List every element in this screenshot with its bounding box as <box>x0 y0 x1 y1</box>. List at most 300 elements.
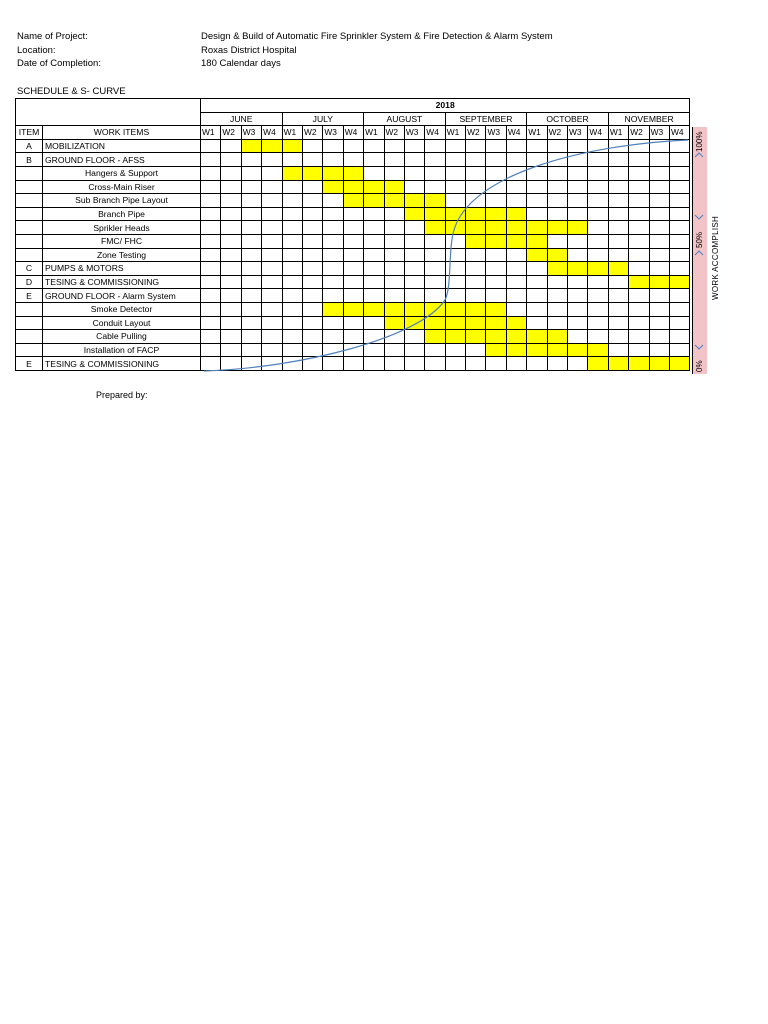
work-item-label: Branch Pipe <box>43 207 201 221</box>
schedule-cell <box>201 194 221 208</box>
schedule-cell <box>364 166 384 180</box>
schedule-cell <box>466 248 486 262</box>
schedule-bar-cell <box>506 330 526 344</box>
schedule-cell <box>547 234 567 248</box>
schedule-cell <box>486 153 506 167</box>
schedule-bar-cell <box>669 357 689 371</box>
schedule-row <box>16 302 690 316</box>
item-code <box>16 248 43 262</box>
schedule-cell <box>323 248 343 262</box>
schedule-row <box>16 343 690 357</box>
schedule-cell <box>547 275 567 289</box>
schedule-cell <box>262 357 282 371</box>
schedule-cell <box>588 221 608 235</box>
schedule-cell <box>404 357 424 371</box>
schedule-bar-cell <box>506 343 526 357</box>
schedule-cell <box>323 153 343 167</box>
schedule-cell <box>404 153 424 167</box>
schedule-bar-cell <box>466 221 486 235</box>
schedule-bar-cell <box>343 194 363 208</box>
schedule-cell <box>506 153 526 167</box>
schedule-cell <box>384 153 404 167</box>
schedule-cell <box>466 166 486 180</box>
schedule-cell <box>201 357 221 371</box>
schedule-cell <box>506 275 526 289</box>
schedule-cell <box>221 153 241 167</box>
schedule-cell <box>425 275 445 289</box>
schedule-bar-cell <box>384 316 404 330</box>
schedule-cell <box>588 248 608 262</box>
schedule-cell <box>669 221 689 235</box>
week-header: W3 <box>241 126 261 140</box>
schedule-cell <box>221 207 241 221</box>
item-code: E <box>16 289 43 303</box>
schedule-bar-cell <box>445 221 465 235</box>
project-name-label: Name of Project: <box>17 31 88 42</box>
schedule-cell <box>201 139 221 153</box>
work-item-label: Installation of FACP <box>43 343 201 357</box>
schedule-cell <box>608 330 628 344</box>
schedule-cell <box>506 262 526 276</box>
schedule-cell <box>302 207 322 221</box>
schedule-cell <box>282 153 302 167</box>
schedule-cell <box>568 234 588 248</box>
schedule-cell <box>588 153 608 167</box>
schedule-cell <box>506 166 526 180</box>
week-header: W2 <box>547 126 567 140</box>
schedule-cell <box>384 248 404 262</box>
schedule-bar-cell <box>486 234 506 248</box>
schedule-cell <box>323 275 343 289</box>
schedule-cell <box>445 275 465 289</box>
schedule-bar-cell <box>506 316 526 330</box>
schedule-cell <box>201 207 221 221</box>
week-header: W3 <box>568 126 588 140</box>
schedule-cell <box>241 289 261 303</box>
schedule-cell <box>241 180 261 194</box>
work-item-label: TESING & COMMISSIONING <box>43 275 201 289</box>
schedule-cell <box>323 357 343 371</box>
schedule-cell <box>588 194 608 208</box>
schedule-cell <box>527 166 547 180</box>
schedule-cell <box>608 289 628 303</box>
schedule-cell <box>221 275 241 289</box>
week-header: W4 <box>506 126 526 140</box>
schedule-bar-cell <box>486 207 506 221</box>
schedule-cell <box>241 166 261 180</box>
schedule-cell <box>343 248 363 262</box>
schedule-cell <box>669 139 689 153</box>
schedule-cell <box>364 289 384 303</box>
month-header-august: AUGUST <box>364 112 446 126</box>
work-item-label: TESING & COMMISSIONING <box>43 357 201 371</box>
schedule-cell <box>547 207 567 221</box>
schedule-cell <box>282 248 302 262</box>
schedule-cell <box>506 180 526 194</box>
schedule-cell <box>343 275 363 289</box>
schedule-cell <box>241 221 261 235</box>
schedule-bar-cell <box>527 221 547 235</box>
schedule-cell <box>221 139 241 153</box>
month-header-october: OCTOBER <box>527 112 609 126</box>
item-code: C <box>16 262 43 276</box>
schedule-cell <box>629 234 649 248</box>
schedule-cell <box>262 330 282 344</box>
schedule-cell <box>282 221 302 235</box>
schedule-cell <box>527 262 547 276</box>
schedule-bar-cell <box>343 302 363 316</box>
schedule-row <box>16 275 690 289</box>
schedule-cell <box>588 330 608 344</box>
schedule-cell <box>445 153 465 167</box>
schedule-cell <box>669 234 689 248</box>
schedule-cell <box>323 289 343 303</box>
schedule-cell <box>323 207 343 221</box>
schedule-cell <box>608 180 628 194</box>
schedule-cell <box>343 234 363 248</box>
schedule-cell <box>282 275 302 289</box>
schedule-cell <box>221 234 241 248</box>
schedule-bar-cell <box>384 180 404 194</box>
schedule-cell <box>608 166 628 180</box>
schedule-cell <box>629 207 649 221</box>
schedule-bar-cell <box>282 139 302 153</box>
schedule-cell <box>384 139 404 153</box>
schedule-cell <box>649 207 669 221</box>
schedule-cell <box>404 275 424 289</box>
schedule-cell <box>282 207 302 221</box>
schedule-cell <box>425 234 445 248</box>
schedule-cell <box>588 234 608 248</box>
schedule-cell <box>608 139 628 153</box>
schedule-cell <box>608 302 628 316</box>
week-header: W3 <box>649 126 669 140</box>
week-header: W1 <box>282 126 302 140</box>
schedule-row <box>16 221 690 235</box>
item-code <box>16 166 43 180</box>
schedule-cell <box>466 262 486 276</box>
schedule-cell <box>323 330 343 344</box>
tick-label-100: 100% <box>695 131 704 152</box>
schedule-cell <box>302 330 322 344</box>
schedule-cell <box>425 262 445 276</box>
schedule-cell <box>343 330 363 344</box>
schedule-cell <box>302 221 322 235</box>
schedule-cell <box>445 357 465 371</box>
schedule-cell <box>588 180 608 194</box>
week-header: W4 <box>425 126 445 140</box>
prepared-by-label: Prepared by: <box>96 390 148 400</box>
schedule-cell <box>445 180 465 194</box>
schedule-bar-cell <box>547 330 567 344</box>
schedule-cell <box>262 262 282 276</box>
schedule-bar-cell <box>404 302 424 316</box>
schedule-bar-cell <box>506 234 526 248</box>
item-code: D <box>16 275 43 289</box>
schedule-cell <box>649 194 669 208</box>
schedule-bar-cell <box>425 221 445 235</box>
schedule-cell <box>384 343 404 357</box>
schedule-cell <box>282 302 302 316</box>
work-item-label: Sprikler Heads <box>43 221 201 235</box>
schedule-bar-cell <box>466 330 486 344</box>
schedule-cell <box>221 343 241 357</box>
schedule-cell <box>608 275 628 289</box>
schedule-cell <box>669 262 689 276</box>
schedule-cell <box>445 262 465 276</box>
schedule-cell <box>364 275 384 289</box>
schedule-cell <box>262 248 282 262</box>
work-item-label: Smoke Detector <box>43 302 201 316</box>
schedule-cell <box>608 153 628 167</box>
schedule-cell <box>241 194 261 208</box>
schedule-cell <box>588 302 608 316</box>
schedule-bar-cell <box>343 180 363 194</box>
month-header-july: JULY <box>282 112 364 126</box>
schedule-cell <box>669 330 689 344</box>
schedule-cell <box>323 194 343 208</box>
schedule-cell <box>241 357 261 371</box>
project-info-values <box>201 30 553 71</box>
schedule-cell <box>364 139 384 153</box>
schedule-cell <box>527 289 547 303</box>
schedule-cell <box>527 302 547 316</box>
schedule-cell <box>201 316 221 330</box>
schedule-cell <box>282 357 302 371</box>
work-item-label: Cross-Main Riser <box>43 180 201 194</box>
schedule-cell <box>568 302 588 316</box>
schedule-cell <box>466 180 486 194</box>
schedule-cell <box>201 289 221 303</box>
schedule-cell <box>282 289 302 303</box>
schedule-cell <box>404 330 424 344</box>
schedule-cell <box>221 302 241 316</box>
schedule-cell <box>669 166 689 180</box>
schedule-cell <box>404 166 424 180</box>
schedule-cell <box>568 330 588 344</box>
tick-label-0: 0% <box>695 360 704 372</box>
schedule-cell <box>547 180 567 194</box>
schedule-bar-cell <box>547 248 567 262</box>
schedule-cell <box>527 357 547 371</box>
month-header-june: JUNE <box>201 112 283 126</box>
schedule-cell <box>547 316 567 330</box>
work-item-label: PUMPS & MOTORS <box>43 262 201 276</box>
schedule-cell <box>262 221 282 235</box>
schedule-row <box>16 166 690 180</box>
schedule-cell <box>608 248 628 262</box>
schedule-cell <box>425 139 445 153</box>
schedule-cell <box>404 343 424 357</box>
schedule-bar-cell <box>588 357 608 371</box>
schedule-table <box>15 98 690 371</box>
week-row <box>16 126 690 140</box>
schedule-cell <box>221 357 241 371</box>
schedule-cell <box>425 343 445 357</box>
week-header: W2 <box>221 126 241 140</box>
schedule-cell <box>445 166 465 180</box>
schedule-cell <box>302 357 322 371</box>
schedule-cell <box>221 166 241 180</box>
schedule-cell <box>486 357 506 371</box>
tick-label-50: 50% <box>695 231 704 248</box>
schedule-cell <box>466 139 486 153</box>
schedule-bar-cell <box>384 302 404 316</box>
schedule-bar-cell <box>588 343 608 357</box>
schedule-cell <box>364 343 384 357</box>
schedule-bar-cell <box>547 343 567 357</box>
schedule-cell <box>302 139 322 153</box>
schedule-cell <box>302 302 322 316</box>
item-code <box>16 316 43 330</box>
schedule-row <box>16 234 690 248</box>
item-code: A <box>16 139 43 153</box>
schedule-cell <box>669 153 689 167</box>
schedule-cell <box>323 221 343 235</box>
schedule-cell <box>629 343 649 357</box>
schedule-row <box>16 139 690 153</box>
schedule-cell <box>241 234 261 248</box>
schedule-cell <box>262 343 282 357</box>
week-header: W1 <box>527 126 547 140</box>
schedule-cell <box>404 289 424 303</box>
schedule-cell <box>343 289 363 303</box>
schedule-bar-cell <box>445 330 465 344</box>
schedule-bar-cell <box>445 302 465 316</box>
schedule-bar-cell <box>649 275 669 289</box>
schedule-cell <box>364 207 384 221</box>
schedule-cell <box>302 262 322 276</box>
item-code <box>16 302 43 316</box>
schedule-cell <box>608 343 628 357</box>
schedule-bar-cell <box>608 357 628 371</box>
schedule-bar-cell <box>364 194 384 208</box>
schedule-cell <box>527 316 547 330</box>
schedule-cell <box>404 234 424 248</box>
schedule-cell <box>527 194 547 208</box>
schedule-cell <box>302 275 322 289</box>
work-item-label: Cable Pulling <box>43 330 201 344</box>
schedule-cell <box>221 289 241 303</box>
schedule-cell <box>506 289 526 303</box>
schedule-cell <box>547 153 567 167</box>
schedule-cell <box>384 262 404 276</box>
schedule-cell <box>384 357 404 371</box>
schedule-cell <box>629 194 649 208</box>
schedule-cell <box>486 194 506 208</box>
schedule-cell <box>404 248 424 262</box>
schedule-cell <box>221 248 241 262</box>
schedule-cell <box>608 316 628 330</box>
schedule-bar-cell <box>669 275 689 289</box>
item-code <box>16 234 43 248</box>
schedule-cell <box>608 194 628 208</box>
schedule-cell <box>608 234 628 248</box>
completion-label: Date of Completion: <box>17 58 101 69</box>
schedule-cell <box>629 221 649 235</box>
schedule-cell <box>445 343 465 357</box>
schedule-cell <box>486 248 506 262</box>
schedule-bar-cell <box>547 221 567 235</box>
schedule-bar-cell <box>527 234 547 248</box>
schedule-cell <box>364 357 384 371</box>
schedule-bar-cell <box>364 180 384 194</box>
schedule-cell <box>588 275 608 289</box>
work-item-label: Zone Testing <box>43 248 201 262</box>
schedule-bar-cell <box>506 207 526 221</box>
schedule-cell <box>466 194 486 208</box>
schedule-cell <box>262 153 282 167</box>
schedule-cell <box>221 221 241 235</box>
schedule-cell <box>547 166 567 180</box>
schedule-bar-cell <box>486 330 506 344</box>
schedule-cell <box>547 357 567 371</box>
schedule-cell <box>506 248 526 262</box>
schedule-cell <box>669 343 689 357</box>
schedule-cell <box>629 302 649 316</box>
schedule-cell <box>649 302 669 316</box>
schedule-cell <box>669 207 689 221</box>
schedule-row <box>16 357 690 371</box>
week-header: W2 <box>466 126 486 140</box>
schedule-cell <box>445 139 465 153</box>
item-code <box>16 221 43 235</box>
month-header-september: SEPTEMBER <box>445 112 527 126</box>
schedule-cell <box>425 166 445 180</box>
schedule-cell <box>547 289 567 303</box>
schedule-cell <box>445 289 465 303</box>
schedule-cell <box>425 248 445 262</box>
schedule-cell <box>302 343 322 357</box>
schedule-bar-cell <box>302 166 322 180</box>
item-header: ITEM <box>16 126 43 140</box>
schedule-cell <box>404 262 424 276</box>
schedule-bar-cell <box>629 275 649 289</box>
schedule-bar-cell <box>588 262 608 276</box>
work-item-label: Conduit Layout <box>43 316 201 330</box>
schedule-cell <box>425 289 445 303</box>
schedule-cell <box>384 275 404 289</box>
item-code <box>16 180 43 194</box>
schedule-row <box>16 330 690 344</box>
year-header: 2018 <box>201 99 690 113</box>
schedule-cell <box>466 289 486 303</box>
schedule-cell <box>588 139 608 153</box>
schedule-bar-cell <box>323 302 343 316</box>
schedule-cell <box>466 153 486 167</box>
schedule-cell <box>343 343 363 357</box>
week-header: W4 <box>262 126 282 140</box>
schedule-cell <box>649 330 669 344</box>
schedule-cell <box>241 153 261 167</box>
schedule-bar-cell <box>506 221 526 235</box>
schedule-bar-cell <box>486 343 506 357</box>
schedule-cell <box>343 153 363 167</box>
schedule-bar-cell <box>425 207 445 221</box>
week-header: W1 <box>201 126 221 140</box>
schedule-cell <box>384 221 404 235</box>
schedule-cell <box>241 275 261 289</box>
schedule-cell <box>568 275 588 289</box>
schedule-bar-cell <box>568 343 588 357</box>
schedule-cell <box>568 207 588 221</box>
work-accomplish-label: WORK ACCOMPLISH <box>711 215 720 300</box>
schedule-cell <box>547 139 567 153</box>
schedule-cell <box>384 289 404 303</box>
schedule-cell <box>343 316 363 330</box>
schedule-cell <box>262 316 282 330</box>
week-header: W4 <box>588 126 608 140</box>
